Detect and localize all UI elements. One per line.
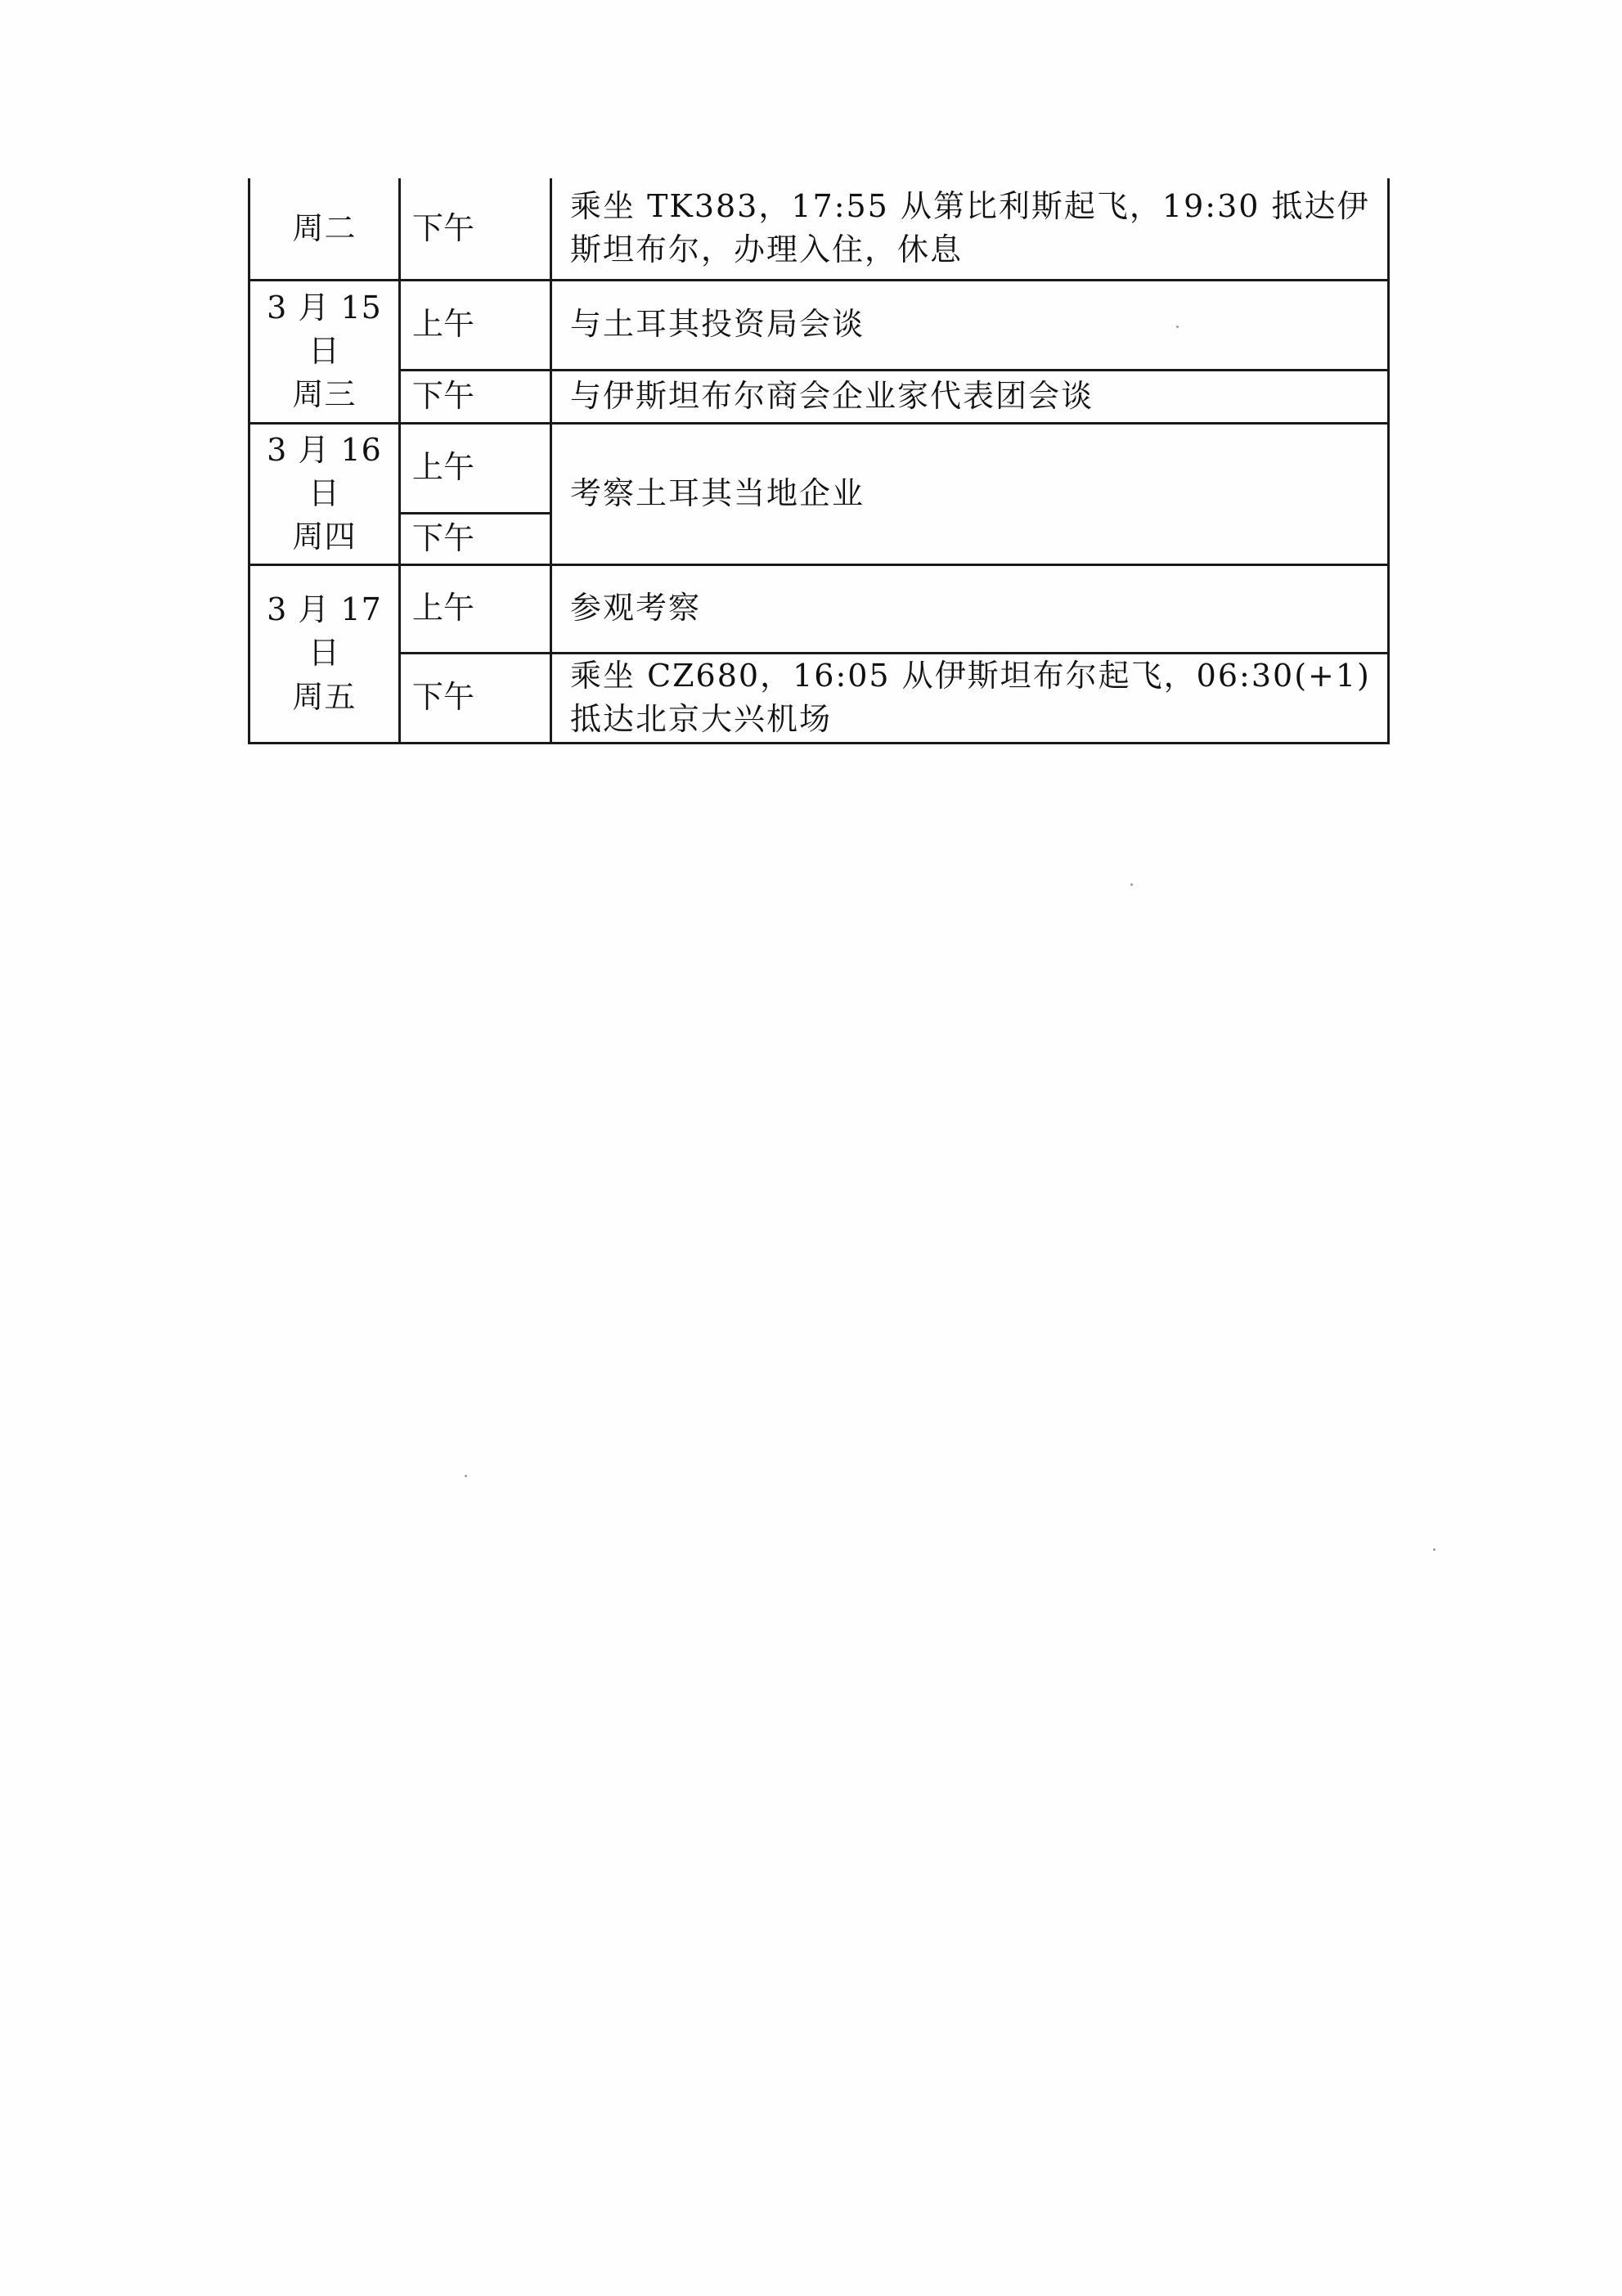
activity-cell: 与伊斯坦布尔商会企业家代表团会谈 <box>551 370 1389 423</box>
scan-speck <box>1130 883 1133 886</box>
weekday-label: 周三 <box>292 376 357 413</box>
activity-cell: 参观考察 <box>551 564 1389 653</box>
itinerary-table <box>248 178 1390 744</box>
period-cell: 下午 <box>400 178 551 280</box>
table-row <box>249 370 1389 423</box>
date-label: 3 月 16 <box>267 431 382 468</box>
weekday-label: 周五 <box>292 678 357 715</box>
date-label: 日 <box>308 635 340 672</box>
period-cell: 上午 <box>400 280 551 370</box>
activity-cell: 考察土耳其当地企业 <box>551 423 1389 564</box>
period-cell: 上午 <box>400 423 551 513</box>
table-row <box>249 564 1389 653</box>
scan-speck <box>465 1475 467 1477</box>
date-label: 3 月 15 <box>267 289 382 326</box>
date-label: 3 月 17 <box>267 591 382 628</box>
date-cell <box>249 423 400 564</box>
date-cell <box>249 178 400 280</box>
date-label: 日 <box>308 332 340 369</box>
activity-cell: 乘坐 CZ680，16:05 从伊斯坦布尔起飞，06:30(+1)抵达北京大兴机场 <box>551 653 1389 743</box>
weekday-label: 周二 <box>292 209 357 246</box>
period-cell: 下午 <box>400 513 551 564</box>
period-cell: 上午 <box>400 564 551 653</box>
period-cell: 下午 <box>400 370 551 423</box>
weekday-label: 周四 <box>292 519 357 555</box>
date-label: 日 <box>308 474 340 511</box>
date-cell <box>249 280 400 423</box>
table-row <box>249 653 1389 743</box>
table-row <box>249 178 1389 280</box>
scan-speck <box>1433 1548 1436 1551</box>
date-cell <box>249 564 400 743</box>
activity-cell: 乘坐 TK383，17:55 从第比利斯起飞，19:30 抵达伊斯坦布尔，办理入住，休息 <box>551 178 1389 280</box>
activity-cell: 与土耳其投资局会谈 <box>551 280 1389 370</box>
table-row <box>249 280 1389 370</box>
table-row <box>249 423 1389 513</box>
scan-speck <box>1176 326 1179 328</box>
period-cell: 下午 <box>400 653 551 743</box>
